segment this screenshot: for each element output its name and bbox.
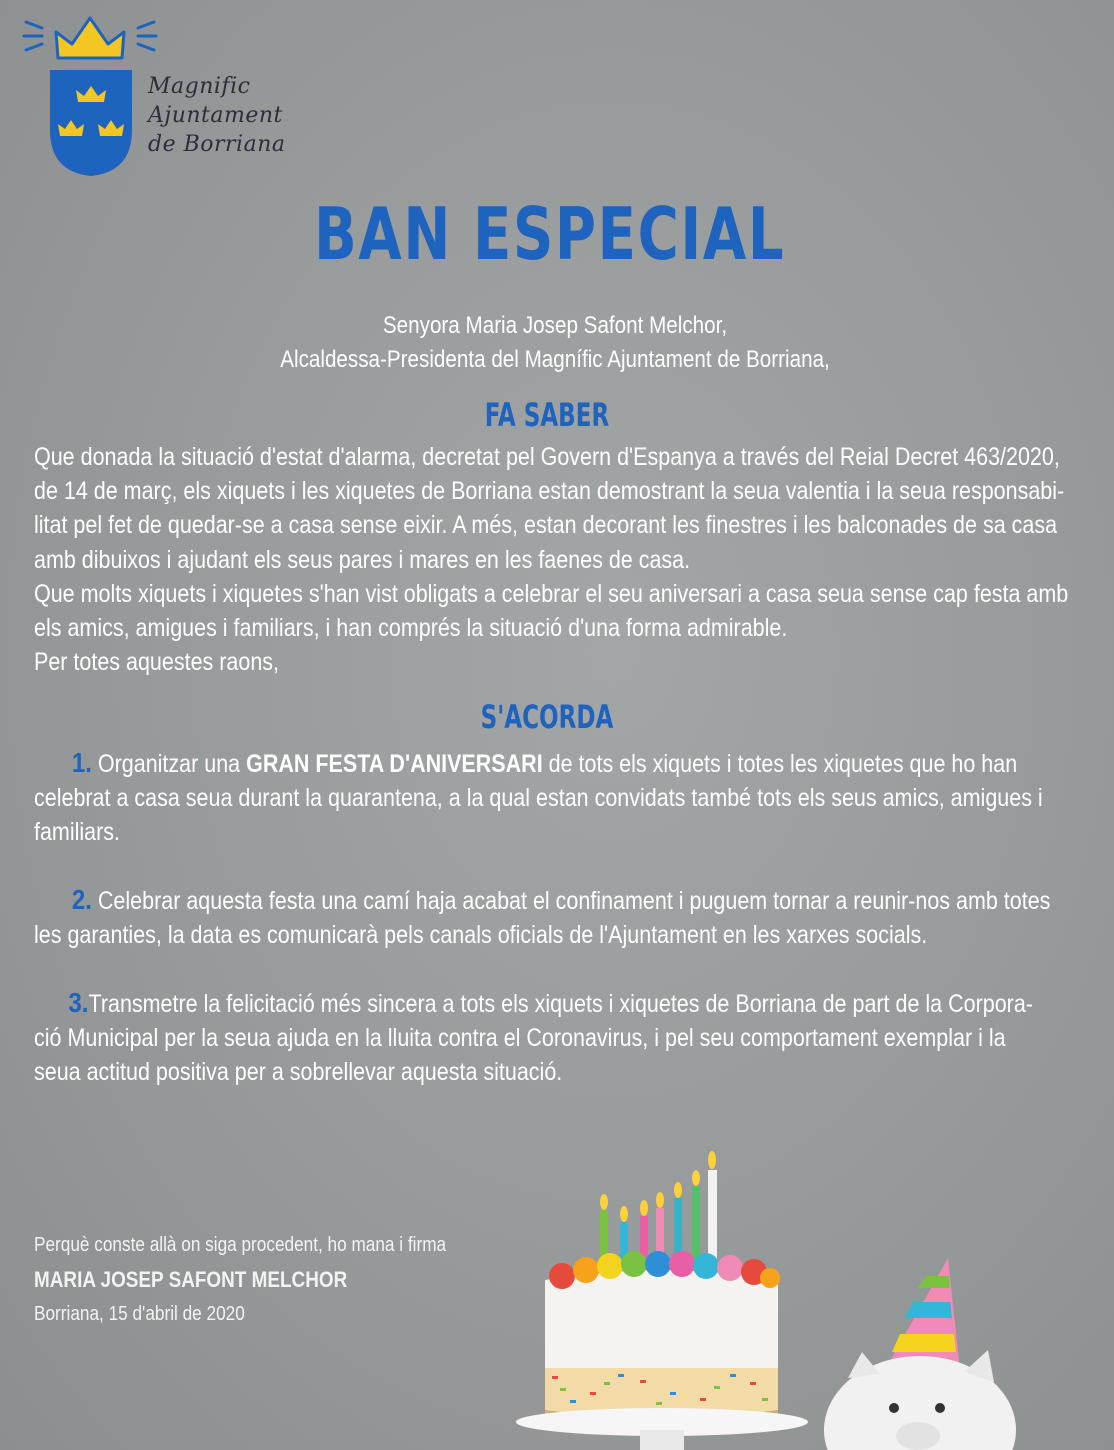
agreement-item-2: 2. Celebrar aquesta festa una camí haja acabat el confinament i puguem tornar a reunir-nos amb totes les garanties, la data es comunicarà pels canals oficials de l'Ajuntament en les xarxes socials. — [34, 884, 1051, 950]
acorda-heading: S'ACORDA — [480, 698, 614, 736]
piggy-bank-icon — [824, 1350, 1016, 1450]
party-hat-icon — [885, 1258, 960, 1370]
agreement-item-1: 1. Organitzar una GRAN FESTA D'ANIVERSARI de tots els xiquets i totes les xiquetes que ho han celebrat a casa seua durant la quarantena, a la qual estan convidats també tots els seus amics, amigues i familiars. — [34, 747, 1043, 847]
body-line: litat pel fet de quedar-se a casa sense eixir. A més, estan decorant les finestres i les balconades de sa casa — [34, 511, 1058, 540]
signature-date: Borriana, 15 d'abril de 2020 — [34, 1303, 245, 1325]
gran-festa-highlight: GRAN FESTA D'ANIVERSARI — [246, 750, 543, 778]
logo-line-ajuntament: Ajuntament — [148, 103, 283, 128]
body-line: Que molts xiquets i xiquetes s'han vist obligats a celebrar el seu aniversari a casa seua sense cap festa amb — [34, 579, 1069, 608]
municipal-logo — [20, 12, 290, 182]
mayor-position: Alcaldessa-Presidenta del Magnífic Ajuntament de Borriana, — [280, 346, 830, 373]
signature-note: Perquè conste allà on siga procedent, ho mana i firma — [34, 1234, 447, 1256]
signature-block — [34, 1234, 554, 1326]
body-line: de 14 de març, els xiquets i les xiquetes de Borriana estan demostrant la seua valentia i la seua responsabi- — [34, 477, 1065, 506]
body-line: amb dibuixos i ajudant els seus pares i mares en les faenes de casa. — [34, 545, 691, 574]
mayor-name: Senyora Maria Josep Safont Melchor, — [382, 312, 728, 339]
birthday-cake-illustration — [500, 1130, 1060, 1450]
signatory-name: MARIA JOSEP SAFONT MELCHOR — [34, 1267, 348, 1292]
logo-line-borriana: de Borriana — [148, 132, 286, 157]
page-title: BAN ESPECIAL — [313, 192, 786, 276]
body-line: Que donada la situació d'estat d'alarma, decretat pel Govern d'Espanya a través del Reial Decret 463/2020, — [34, 443, 1060, 471]
logo-line-magnific: Magnific — [148, 74, 251, 99]
fa-saber-heading: FA SABER — [484, 396, 610, 434]
body-line: els amics, amigues i familiars, i han comprés la situació d'una forma admirable. — [34, 614, 788, 643]
item-number: 3. — [68, 987, 89, 1018]
item-number: 1. — [71, 747, 92, 778]
item-number: 2. — [71, 884, 92, 915]
fa-saber-body — [34, 440, 1073, 679]
agreement-item-3: 3.Transmetre la felicitació més sincera a tots els xiquets i xiquetes de Borriana de part de la Corpora- ció Municipal per la seua ajuda en la lluita contra el Coronavirus, i pel seu comportament exemplar i la seua actitud positiva per a sobrellevar aquesta situació. — [34, 987, 1033, 1087]
body-line: Per totes aquestes raons, — [34, 648, 280, 677]
crown-shield-icon — [20, 12, 160, 182]
